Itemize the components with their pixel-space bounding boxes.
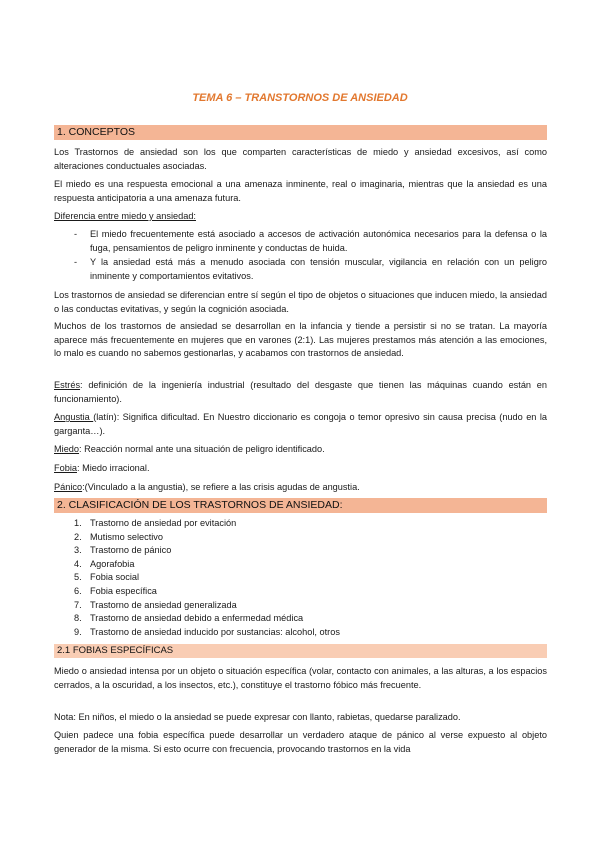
definition-fobia: Fobia: Miedo irracional. [54,463,150,473]
section-heading-conceptos: 1. CONCEPTOS [54,125,547,140]
document-title: TEMA 6 – TRANSTORNOS DE ANSIEDAD [192,92,408,104]
paragraph: Miedo o ansiedad intensa por un objeto o situación específica (volar, contacto con animales, a las alturas, a los espacios cerrados, a la oscuridad, a los insectos, etc.), constituye el trastorno fóbico más frecuente. [54,666,547,690]
paragraph: Muchos de los trastornos de ansiedad se desarrollan en la infancia y tiende a persistir si no se tratan. La mayoría aparece más frecuentemente en mujeres que en varones (2:1). Las mujeres prestamos más atención a las emociones, lo malo es cuando no sabemos gestionarlas, y acabamos con trastornos de ansiedad. [54,321,547,359]
list-item: 9. Trastorno de ansiedad inducido por sustancias: alcohol, otros [74,626,340,637]
list-item: - Y la ansiedad está más a menudo asociada con tensión muscular, vigilancia en relación con un peligro inminente y comportamientos evitativos. [74,257,547,281]
list-item: 8. Trastorno de ansiedad debido a enfermedad médica [74,613,304,624]
paragraph: El miedo es una respuesta emocional a una amenaza inminente, real o imaginaria, mientras que la ansiedad es una respuesta anticipatoria a una amenaza futura. [54,179,547,203]
paragraph: Los trastornos de ansiedad se diferencian entre sí según el tipo de objetos o situaciones que inducen miedo, la ansiedad o las conductas evitativas, y según la cognición asociada. [54,290,547,314]
list-item: 1. Trastorno de ansiedad por evitación [74,518,237,528]
section-heading-clasificacion: 2. CLASIFICACIÓN DE LOS TRASTORNOS DE ANSIEDAD: [54,498,547,513]
paragraph: Quien padece una fobia específica puede desarrollar un verdadero ataque de pánico al verse expuesto al objeto generador de la misma. Si esto ocurre con frecuencia, provocando trastornos en la vida [54,730,547,754]
list-item: - El miedo frecuentemente está asociado a accesos de activación autonómica necesarios para la defensa o la fuga, pensamientos de peligro inminente y conductas de huida. [74,229,547,253]
ordered-list [74,517,534,639]
list-item: 2. Mutismo selectivo [74,531,164,542]
definition-estres: Estrés: definición de la ingeniería industrial (resultado del desgaste que tienen las máquinas cuando están en funcionamiento). [54,380,547,404]
list-item: 6. Fobia específica [74,585,157,596]
list-item: 7. Trastorno de ansiedad generalizada [74,599,237,610]
definition-panico: Pánico:(Vinculado a la angustia), se refiere a las crisis agudas de angustia. [54,482,360,492]
paragraph: Nota: En niños, el miedo o la ansiedad se puede expresar con llanto, rabietas, quedarse paralizado. [54,712,461,722]
subheading-diferencia: Diferencia entre miedo y ansiedad: [54,211,196,221]
list-item: 5. Fobia social [74,572,140,583]
list-item: 4. Agorafobia [74,558,135,569]
definition-miedo: Miedo: Reacción normal ante una situación de peligro identificado. [54,444,325,454]
definition-angustia: Angustia (latín): Significa dificultad. En Nuestro diccionario es congoja o temor opresivo sin causa precisa (nudo en la garganta…). [54,412,548,436]
paragraph: Los Trastornos de ansiedad son los que comparten características de miedo y ansiedad excesivos, así como alteraciones conductuales asociadas. [54,147,547,171]
list-item: 3. Trastorno de pánico [74,545,172,556]
section-heading-fobias: 2.1 FOBIAS ESPECÍFICAS [54,644,547,658]
